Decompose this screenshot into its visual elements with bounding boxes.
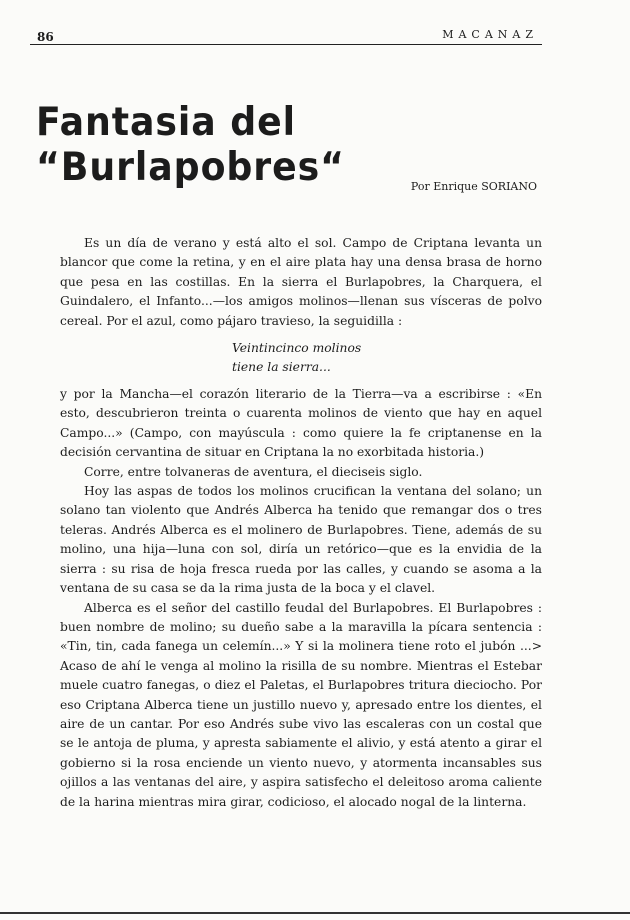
article-title: Fantasia del “Burlapobres“ bbox=[36, 100, 345, 190]
article-body bbox=[60, 234, 542, 812]
paragraph: Hoy las aspas de todos los molinos crucifican la ventana del solano; un solano tan violento que Andrés Alberca ha tenido que remangar dos o tres teleras. Andrés Alberca es el molinero de Burlapobres. Tiene, además de su molino, una hija—luna con sol, diría un retórico—que es la envidia de la sierra : su risa de hoja fresca rueda por las calles, y cuando se asoma a la ventana de su casa se da la rima justa de la boca y el clavel. bbox=[60, 484, 542, 596]
running-head: MACANAZ bbox=[442, 28, 538, 41]
byline: Por Enrique SORIANO bbox=[410, 180, 537, 193]
verse-quote bbox=[232, 339, 542, 377]
paragraph: Alberca es el señor del castillo feudal del Burlapobres. El Burlapobres : buen nombre de molino; su dueño sabe a la maravilla la pícara sentencia : «Tin, tin, cada fanega un celemín...» Y si la molinera tiene roto el jubón ...> Acaso de ahí le venga al molino la risilla de su nombre. Mientras el Estebar muele cuatro fanegas, o diez el Paletas, el Burlapobres tritura dieciocho. Por eso Criptana Alberca tiene un justillo nuevo y, apresado entre los dientes, el aire de un cantar. Por eso Andrés sube vivo las escaleras con un costal que se le antoja de pluma, y apresta sabiamente el alivio, y está atento a girar el gobierno si la rosa enciende un viento nuevo, y atormenta incansables sus ojillos a las ventanas del aire, y aspira satisfecho el deleitoso aroma caliente de la harina mientras mira girar, codicioso, el alocado nogal de la linterna. bbox=[60, 600, 542, 809]
bottom-edge-rule bbox=[0, 912, 630, 914]
verse-line: Veintincinco molinos bbox=[232, 341, 362, 356]
verse-line: tiene la sierra... bbox=[232, 360, 331, 375]
page-number: 86 bbox=[37, 30, 54, 44]
paragraph: y por la Mancha—el corazón literario de la Tierra—va a escribirse : «En esto, descubrieron treinta o cuarenta molinos de viento que hay en aquel Campo...» (Campo, con mayúscula : como quiere la fe criptanense en la decisión cervantina de situar en Criptana la no exorbitada historia.) bbox=[60, 387, 542, 460]
paragraph: Corre, entre tolvaneras de aventura, el dieciseis siglo. bbox=[84, 464, 423, 479]
header-rule bbox=[30, 44, 542, 45]
paragraph: Es un día de verano y está alto el sol. Campo de Criptana levanta un blancor que come la retina, y en el aire plata hay una densa brasa de horno que pesa en las costillas. En la sierra el Burlapobres, la Charquera, el Guindalero, el Infanto...—los amigos molinos—llenan sus vísceras de polvo cereal. Por el azul, como pájaro travieso, la seguidilla : bbox=[60, 236, 542, 328]
